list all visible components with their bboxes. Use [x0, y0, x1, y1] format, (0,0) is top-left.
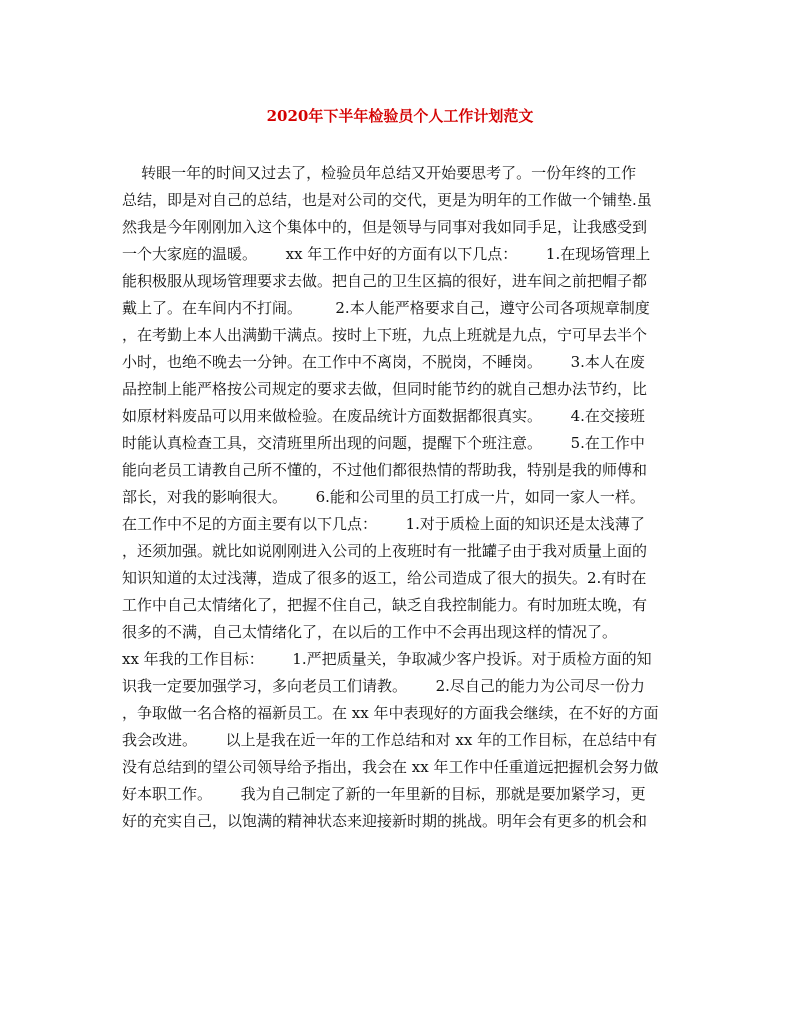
body-line: 总结，即是对自己的总结，也是对公司的交代，更是为明年的工作做一个铺垫.虽	[122, 191, 652, 209]
body-line: 一个大家庭的温暖。 xx 年工作中好的方面有以下几点： 1.在现场管理上	[122, 245, 651, 263]
body-line: 时能认真检查工具，交清班里所出现的问题，提醒下个班注意。 5.在工作中	[122, 434, 645, 452]
document-body	[122, 160, 682, 835]
body-line: 能积极服从现场管理要求去做。把自己的卫生区搞的很好，进车间之前把帽子都	[122, 272, 648, 290]
body-line: 工作中自己太情绪化了，把握不住自己，缺乏自我控制能力。有时加班太晚，有	[122, 596, 648, 614]
body-line: 然我是今年刚刚加入这个集体中的，但是领导与同事对我如同手足，让我感受到	[122, 218, 648, 236]
body-line: 很多的不满，自己太情绪化了，在以后的工作中不会再出现这样的情况了。	[122, 623, 618, 641]
body-line: 品控制上能严格按公司规定的要求去做，但同时能节约的就自己想办法节约，比	[122, 380, 648, 398]
body-line: xx 年我的工作目标： 1.严把质量关，争取减少客户投诉。对于质检方面的知	[122, 650, 652, 668]
body-line: 戴上了。在车间内不打闹。 2.本人能严格要求自己，遵守公司各项规章制度	[122, 299, 650, 317]
body-line: 小时，也绝不晚去一分钟。在工作中不离岗，不脱岗，不睡岗。 3.本人在废	[122, 353, 645, 371]
body-line: 识我一定要加强学习，多向老员工们请教。 2.尽自己的能力为公司尽一份力	[122, 677, 645, 695]
body-line: 如原材料废品可以用来做检验。在废品统计方面数据都很真实。 4.在交接班	[122, 407, 645, 425]
body-line: 好的充实自己，以饱满的精神状态来迎接新时期的挑战。明年会有更多的机会和	[122, 812, 648, 830]
body-line: 部长，对我的影响很大。 6.能和公司里的员工打成一片，如同一家人一样。	[122, 488, 645, 506]
body-line: 知识知道的太过浅薄，造成了很多的返工，给公司造成了很大的损失。2.有时在	[122, 569, 647, 587]
body-line: 能向老员工请教自己所不懂的，不过他们都很热情的帮助我，特别是我的师傅和	[122, 461, 648, 479]
body-line: 转眼一年的时间又过去了，检验员年总结又开始要思考了。一份年终的工作	[122, 164, 637, 182]
body-line: ，在考勤上本人出满勤干满点。按时上下班，九点上班就是九点，宁可早去半个	[122, 326, 648, 344]
body-line: ，争取做一名合格的福新员工。在 xx 年中表现好的方面我会继续，在不好的方面	[122, 704, 659, 722]
body-line: 在工作中不足的方面主要有以下几点： 1.对于质检上面的知识还是太浅薄了	[122, 515, 645, 533]
body-line: 没有总结到的望公司领导给予指出，我会在 xx 年工作中任重道远把握机会努力做	[122, 758, 659, 776]
body-line: 好本职工作。 我为自己制定了新的一年里新的目标，那就是要加紧学习，更	[122, 785, 646, 803]
document-title: 2020年下半年检验员个人工作计划范文	[266, 107, 534, 125]
body-line: ，还须加强。就比如说刚刚进入公司的上夜班时有一批罐子由于我对质量上面的	[122, 542, 648, 560]
body-line: 我会改进。 以上是我在近一年的工作总结和对 xx 年的工作目标，在总结中有	[122, 731, 658, 749]
